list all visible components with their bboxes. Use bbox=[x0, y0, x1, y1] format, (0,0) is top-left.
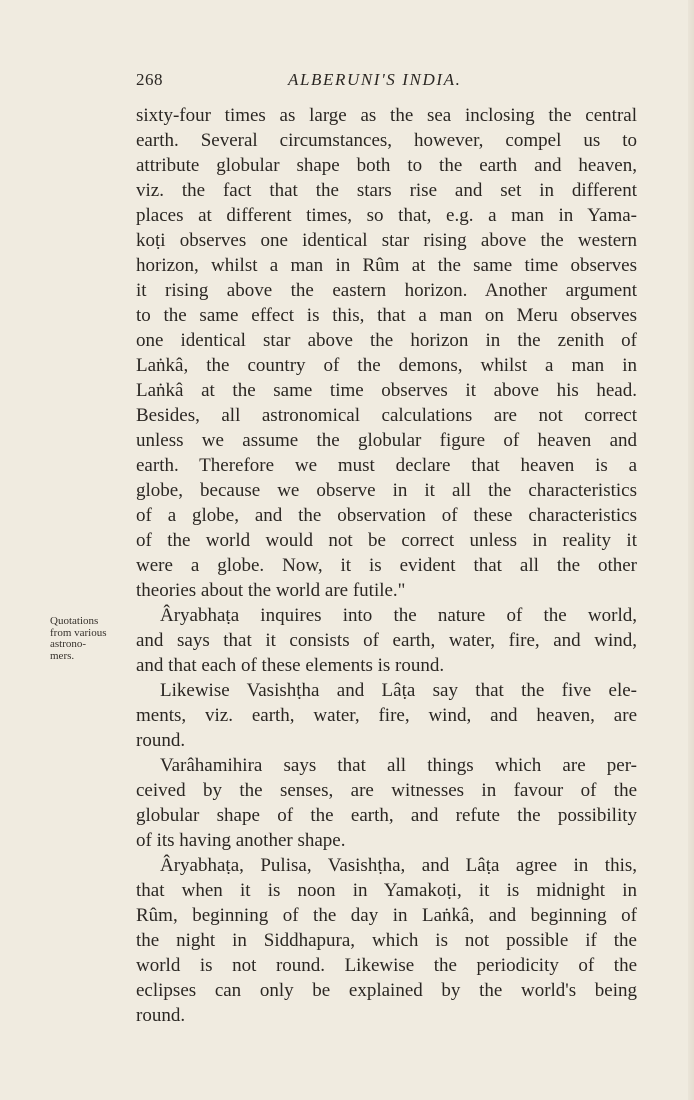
text-line: Laṅkâ at the same time observes it above his head. bbox=[136, 380, 637, 401]
text-line: Âryabhaṭa inquires into the nature of the world, bbox=[160, 605, 637, 626]
text-line: the night in Siddhapura, which is not possible if the bbox=[136, 930, 637, 951]
text-line: round. bbox=[136, 730, 186, 751]
text-line: horizon, whilst a man in Rûm at the same time observes bbox=[136, 255, 637, 276]
text-line: unless we assume the globular figure of heaven and bbox=[136, 430, 637, 451]
page-edge bbox=[688, 0, 694, 1100]
margin-note-line: Quotations bbox=[50, 615, 99, 627]
text-line: places at different times, so that, e.g. a man in Yama- bbox=[136, 205, 637, 226]
text-line: Varâhamihira says that all things which are per- bbox=[160, 755, 637, 776]
text-line: of the world would not be correct unless in reality it bbox=[136, 530, 637, 551]
text-line: koṭi observes one identical star rising above the western bbox=[136, 230, 637, 251]
text-line: theories about the world are futile." bbox=[136, 580, 406, 601]
body-text bbox=[136, 103, 637, 1028]
text-line: attribute globular shape both to the earth and heaven, bbox=[136, 155, 637, 176]
text-line: of a globe, and the observation of these characteristics bbox=[136, 505, 637, 526]
running-head: ALBERUNI'S INDIA. bbox=[288, 70, 462, 89]
margin-note-line: mers. bbox=[50, 649, 75, 662]
text-line: round. bbox=[136, 1005, 186, 1026]
text-line: that when it is noon in Yamakoṭi, it is midnight in bbox=[136, 880, 637, 901]
text-line: ments, viz. earth, water, fire, wind, and heaven, are bbox=[136, 705, 637, 726]
margin-note-line: from various bbox=[50, 626, 107, 639]
text-line: of its having another shape. bbox=[136, 830, 346, 851]
text-line: Likewise Vasishṭha and Lâṭa say that the five ele- bbox=[160, 680, 637, 701]
text-line: one identical star above the horizon in the zenith of bbox=[136, 330, 637, 351]
text-line: globular shape of the earth, and refute the possibility bbox=[136, 805, 637, 826]
text-line: Âryabhaṭa, Pulisa, Vasishṭha, and Lâṭa agree in this, bbox=[160, 855, 637, 876]
text-line: and that each of these elements is round. bbox=[136, 655, 445, 676]
text-line: Besides, all astronomical calculations are not correct bbox=[136, 405, 637, 426]
text-line: ceived by the senses, are witnesses in favour of the bbox=[136, 780, 637, 801]
text-line: eclipses can only be explained by the world's being bbox=[136, 980, 637, 1001]
text-line: viz. the fact that the stars rise and set in different bbox=[136, 180, 637, 201]
text-line: world is not round. Likewise the periodicity of the bbox=[136, 955, 637, 976]
text-line: were a globe. Now, it is evident that all the other bbox=[136, 555, 637, 576]
margin-note-line: astrono- bbox=[50, 638, 87, 650]
text-line: to the same effect is this, that a man on Meru observes bbox=[136, 305, 637, 326]
margin-note bbox=[50, 616, 132, 662]
text-line: it rising above the eastern horizon. Another argument bbox=[136, 280, 637, 301]
text-line: globe, because we observe in it all the characteristics bbox=[136, 480, 637, 501]
text-line: earth. Several circumstances, however, compel us to bbox=[136, 130, 637, 151]
page-number: 268 bbox=[136, 70, 163, 89]
text-line: Rûm, beginning of the day in Laṅkâ, and beginning of bbox=[136, 905, 637, 926]
text-line: and says that it consists of earth, water, fire, and wind, bbox=[136, 630, 637, 651]
text-line: Laṅkâ, the country of the demons, whilst a man in bbox=[136, 355, 637, 376]
text-line: earth. Therefore we must declare that heaven is a bbox=[136, 455, 637, 476]
text-line: sixty-four times as large as the sea inclosing the central bbox=[136, 105, 637, 126]
